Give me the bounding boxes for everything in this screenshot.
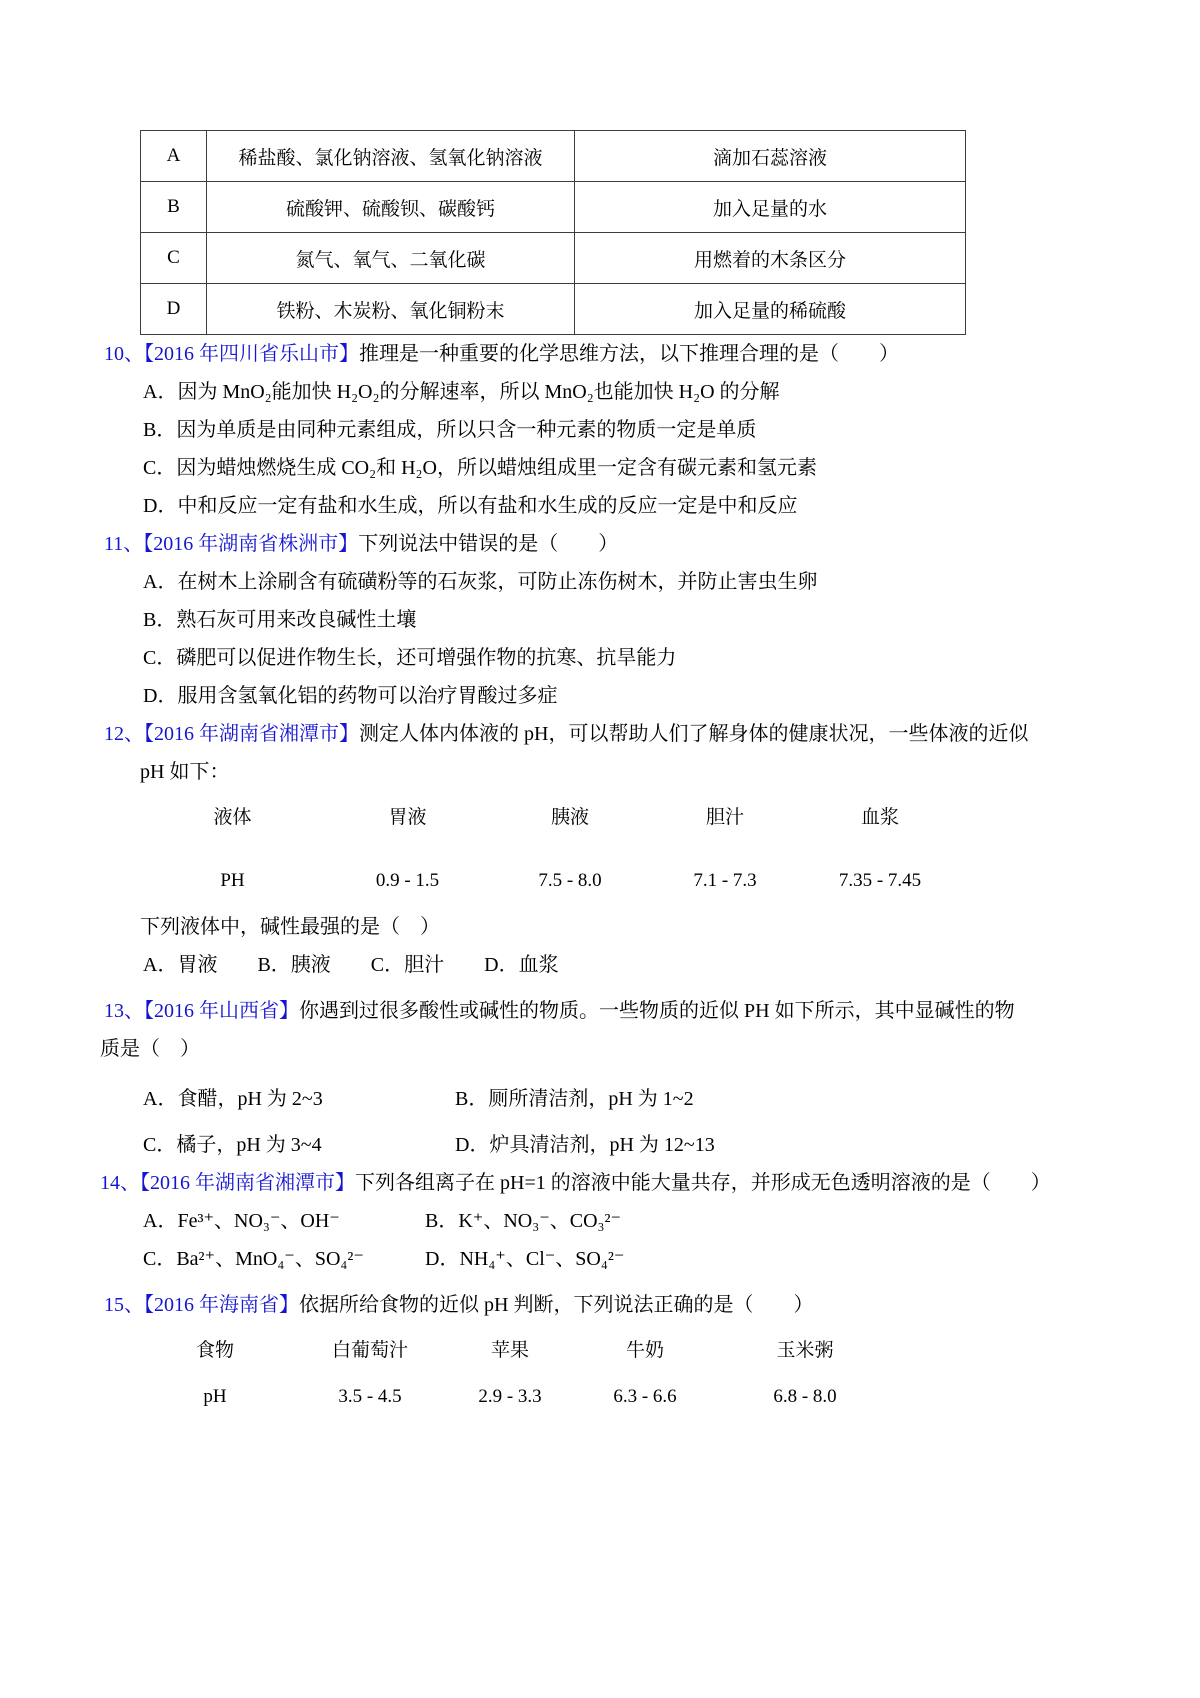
table-cell-letter: C	[141, 233, 207, 284]
question-13-header	[104, 992, 1200, 1030]
question-12-stem-line2: pH 如下：	[140, 761, 230, 783]
question-14-option-a: A．Fe³⁺、NO₃⁻、OH⁻	[143, 1210, 340, 1232]
table-cell-method: 滴加石蕊溶液	[575, 131, 966, 182]
table-row	[141, 182, 966, 233]
table-cell-substances: 铁粉、木炭粉、氧化铜粉末	[207, 284, 575, 335]
ph-table-value-cell: 2.9 - 3.3	[478, 1386, 542, 1407]
ph-table-header-cell: 牛奶	[625, 1340, 664, 1361]
ph-table-header-cell: 血浆	[860, 807, 899, 828]
question-11-option-b: B．熟石灰可用来改良碱性土壤	[143, 609, 417, 631]
question-14-header	[100, 1164, 1200, 1202]
question-11-option-c: C．磷肥可以促进作物生长，还可增强作物的抗寒、抗旱能力	[143, 647, 677, 669]
question-13-option-a: A．食醋，pH 为 2~3	[143, 1088, 323, 1110]
question-10-stem: 推理是一种重要的化学思维方法，以下推理合理的是（ ）	[359, 343, 899, 365]
ph-table-header-cell: 胰液	[550, 807, 589, 828]
table-row	[141, 284, 966, 335]
question-13-source: 13、【2016 年山西省】	[104, 1000, 299, 1022]
question-10-header	[104, 335, 1200, 373]
question-12-options	[143, 946, 1200, 984]
ph-table-header-cell: 胆汁	[705, 807, 744, 828]
ph-table-header-cell: 白葡萄汁	[331, 1340, 408, 1361]
question-14-option-d: D．NH₄⁺、Cl⁻、SO₄²⁻	[425, 1248, 625, 1270]
question-13-option-c: C．橘子，pH 为 3~4	[143, 1134, 322, 1156]
table-cell-substances: 稀盐酸、氯化钠溶液、氢氧化钠溶液	[207, 131, 575, 182]
table-cell-substances: 硫酸钾、硫酸钡、碳酸钙	[207, 182, 575, 233]
table-cell-method: 用燃着的木条区分	[575, 233, 966, 284]
ph-table-value-cell: 6.3 - 6.6	[613, 1386, 677, 1407]
ph-table-value-cell: 7.5 - 8.0	[538, 870, 602, 891]
ph-table-value-cell: pH	[203, 1386, 227, 1407]
question-14-options	[143, 1202, 1200, 1278]
question-13-option-d: D．炉具清洁剂，pH 为 12~13	[455, 1134, 715, 1156]
question-10-option-b: B．因为单质是由同种元素组成，所以只含一种元素的物质一定是单质	[143, 419, 757, 441]
ph-table-value-cell: PH	[220, 870, 245, 891]
question-11-source: 11、【2016 年湖南省株洲市】	[104, 533, 359, 555]
classification-table	[140, 130, 966, 335]
ph-table-header-cell: 液体	[213, 807, 252, 828]
question-12-option-b: B．胰液	[257, 954, 331, 976]
ph-table-header-cell: 食物	[195, 1340, 234, 1361]
ph-table-value-cell: 3.5 - 4.5	[338, 1386, 402, 1407]
question-14-stem: 下列各组离子在 pH=1 的溶液中能大量共存，并形成无色透明溶液的是（ ）	[355, 1172, 1051, 1194]
table-cell-letter: D	[141, 284, 207, 335]
question-13-options	[143, 1080, 1200, 1164]
question-15-header	[104, 1286, 1200, 1324]
food-ph-table	[140, 1332, 1200, 1416]
question-12-option-c: C．胆汁	[370, 954, 445, 976]
question-12-stem-line1: 测定人体内体液的 pH，可以帮助人们了解身体的健康状况，一些体液的近似	[359, 723, 1029, 745]
question-10-option-a: A．因为 MnO₂能加快 H₂O₂的分解速率，所以 MnO₂也能加快 H₂O 的分解	[143, 381, 780, 403]
question-14-option-c: C．Ba²⁺、MnO₄⁻、SO₄²⁻	[143, 1248, 364, 1270]
table-cell-substances: 氮气、氧气、二氧化碳	[207, 233, 575, 284]
ph-table-value-cell: 0.9 - 1.5	[375, 870, 440, 891]
table-cell-letter: A	[141, 131, 207, 182]
ph-table-header-cell: 玉米粥	[776, 1340, 834, 1361]
question-14-source: 14、【2016 年湖南省湘潭市】	[100, 1172, 355, 1194]
question-11-option-a: A．在树木上涂刷含有硫磺粉等的石灰浆，可防止冻伤树木，并防止害虫生卵	[143, 571, 818, 593]
question-10-option-c: C．因为蜡烛燃烧生成 CO₂和 H₂O，所以蜡烛组成里一定含有碳元素和氢元素	[143, 457, 817, 479]
question-13-stem-line1: 你遇到过很多酸性或碱性的物质。一些物质的近似 PH 如下所示，其中显碱性的物	[299, 1000, 1015, 1022]
question-10-source: 10、【2016 年四川省乐山市】	[104, 343, 359, 365]
question-15-source: 15、【2016 年海南省】	[104, 1294, 299, 1316]
question-12-option-d: D．血浆	[484, 954, 559, 976]
question-11-option-d: D．服用含氢氧化铝的药物可以治疗胃酸过多症	[143, 685, 558, 707]
ph-table-header-cell: 胃液	[388, 807, 427, 828]
question-12-question: 下列液体中，碱性最强的是（ ）	[140, 916, 440, 938]
table-row	[141, 233, 966, 284]
question-15-stem: 依据所给食物的近似 pH 判断，下列说法正确的是（ ）	[299, 1294, 814, 1316]
table-cell-letter: B	[141, 182, 207, 233]
question-12-header	[104, 715, 1200, 753]
ph-table-value-cell: 7.1 - 7.3	[693, 870, 757, 891]
question-11-header	[104, 525, 1200, 563]
ph-table-value-cell: 7.35 - 7.45	[838, 870, 922, 891]
table-row	[141, 131, 966, 182]
table-cell-method: 加入足量的水	[575, 182, 966, 233]
question-14-option-b: B．K⁺、NO₃⁻、CO₃²⁻	[425, 1210, 622, 1232]
question-12-option-a: A．胃液	[143, 954, 218, 976]
ph-table-value-cell: 6.8 - 8.0	[773, 1386, 837, 1407]
question-13-stem-line2: 质是（ ）	[100, 1038, 200, 1060]
question-12-source: 12、【2016 年湖南省湘潭市】	[104, 723, 359, 745]
question-10-option-d: D．中和反应一定有盐和水生成，所以有盐和水生成的反应一定是中和反应	[143, 495, 798, 517]
ph-table-header-cell: 苹果	[490, 1340, 529, 1361]
body-fluid-ph-table	[140, 799, 1200, 900]
table-cell-method: 加入足量的稀硫酸	[575, 284, 966, 335]
question-11-stem: 下列说法中错误的是（ ）	[358, 533, 619, 555]
question-13-option-b: B．厕所清洁剂，pH 为 1~2	[455, 1088, 694, 1110]
